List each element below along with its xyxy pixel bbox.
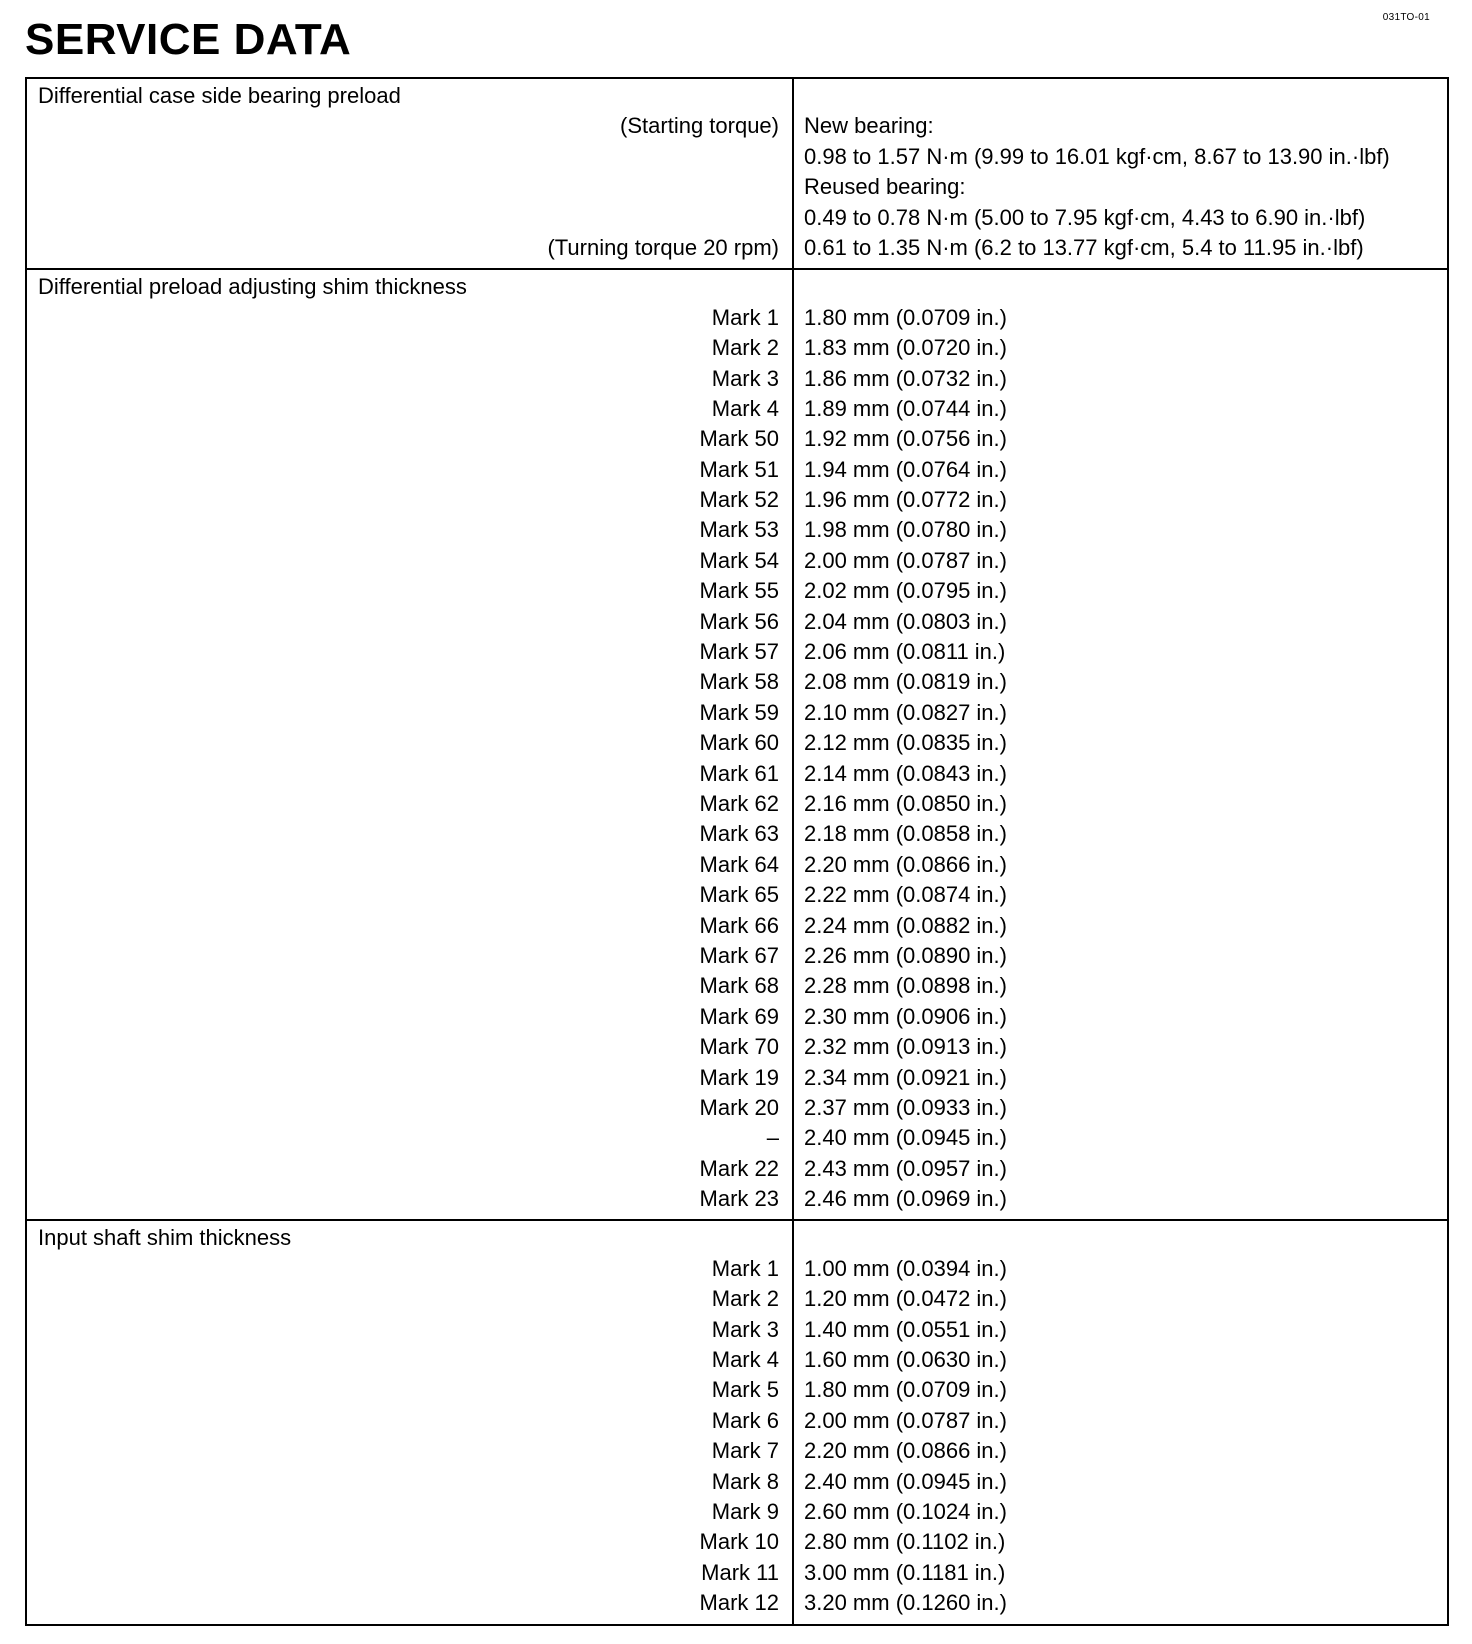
spec-value: 2.00 mm (0.0787 in.) [804,547,1007,573]
spec-value: 2.32 mm (0.0913 in.) [804,1034,1007,1060]
item-label: Mark 3 [711,365,779,391]
item-label: Mark 51 [699,456,779,482]
spec-value: 2.18 mm (0.0858 in.) [804,821,1007,847]
item-label: Mark 6 [711,1407,779,1433]
spacer [38,203,779,233]
spec-value: 2.30 mm (0.0906 in.) [804,1003,1007,1029]
spec-value: 1.40 mm (0.0551 in.) [804,1316,1007,1342]
spec-value: 2.46 mm (0.0969 in.) [804,1186,1007,1212]
item-label: Mark 8 [711,1468,779,1494]
section-heading: Differential preload adjusting shim thickness [38,274,467,300]
item-label: Mark 9 [711,1498,779,1524]
item-label: Mark 52 [699,487,779,513]
spec-value: 2.40 mm (0.0945 in.) [804,1468,1007,1494]
item-label: Mark 7 [711,1438,779,1464]
spec-value: 2.08 mm (0.0819 in.) [804,669,1007,695]
item-label: Mark 53 [699,517,779,543]
spec-value: 1.89 mm (0.0744 in.) [804,395,1007,421]
item-label: Mark 68 [699,973,779,999]
spec-value: 2.12 mm (0.0835 in.) [804,730,1007,756]
spec-value: 2.37 mm (0.0933 in.) [804,1094,1007,1120]
item-label: Mark 58 [699,669,779,695]
item-label: – [766,1125,779,1151]
spec-value: 2.20 mm (0.0866 in.) [804,1438,1007,1464]
spec-value: 2.24 mm (0.0882 in.) [804,912,1007,938]
spec-value: 0.49 to 0.78 N·m (5.00 to 7.95 kgf·cm, 4.43 to 6.90 in.·lbf) [804,204,1366,230]
spacer [804,1223,1437,1253]
spacer [38,142,779,172]
item-label-column [27,270,794,1219]
spec-value: 0.98 to 1.57 N·m (9.99 to 16.01 kgf·cm, 8.67 to 13.90 in.·lbf) [804,143,1390,169]
item-label: Mark 22 [699,1155,779,1181]
item-label: Mark 2 [711,335,779,361]
spec-value: 2.80 mm (0.1102 in.) [804,1529,1006,1555]
spacer [38,172,779,202]
item-label: Mark 60 [699,730,779,756]
spec-value: 2.28 mm (0.0898 in.) [804,973,1007,999]
document-code: 031TO-01 [1382,12,1430,23]
spec-value: 2.26 mm (0.0890 in.) [804,942,1007,968]
spec-value: 2.60 mm (0.1024 in.) [804,1498,1007,1524]
item-label: Mark 70 [699,1034,779,1060]
spec-value: 1.94 mm (0.0764 in.) [804,456,1007,482]
spec-value: 1.86 mm (0.0732 in.) [804,365,1007,391]
item-label: Mark 54 [699,547,779,573]
item-label: Mark 66 [699,912,779,938]
item-label: Mark 12 [699,1590,779,1616]
item-label: Mark 19 [699,1064,779,1090]
item-label: Mark 1 [711,304,779,330]
service-data-table [25,77,1449,1626]
spec-value: 1.00 mm (0.0394 in.) [804,1255,1007,1281]
spec-value: 2.14 mm (0.0843 in.) [804,760,1007,786]
spec-value: New bearing: [804,113,934,139]
spec-value: 2.22 mm (0.0874 in.) [804,882,1007,908]
spec-value: 3.20 mm (0.1260 in.) [804,1590,1007,1616]
spacer [804,272,1437,302]
spec-value: 1.92 mm (0.0756 in.) [804,426,1007,452]
item-label: Mark 55 [699,578,779,604]
spec-value: 2.04 mm (0.0803 in.) [804,608,1007,634]
item-label: Mark 63 [699,821,779,847]
item-label: Mark 20 [699,1094,779,1120]
spec-value: 2.10 mm (0.0827 in.) [804,699,1007,725]
page-title: SERVICE DATA [25,15,352,64]
spec-value: 1.98 mm (0.0780 in.) [804,517,1007,543]
item-label: Mark 11 [701,1559,779,1585]
spec-value-column [794,270,1447,1219]
spec-value: 3.00 mm (0.1181 in.) [804,1559,1006,1585]
section-heading: Input shaft shim thickness [38,1225,292,1251]
spec-value: 1.80 mm (0.0709 in.) [804,1377,1007,1403]
spec-value: 1.80 mm (0.0709 in.) [804,304,1007,330]
spec-value: 2.34 mm (0.0921 in.) [804,1064,1007,1090]
spec-value-column [794,79,1447,268]
spec-value: 0.61 to 1.35 N·m (6.2 to 13.77 kgf·cm, 5.4 to 11.95 in.·lbf) [804,234,1364,260]
section-heading: Differential case side bearing preload [38,83,401,108]
item-label: Mark 4 [711,395,779,421]
item-label: Mark 2 [711,1286,779,1312]
spec-value: 1.20 mm (0.0472 in.) [804,1286,1007,1312]
item-label: Mark 1 [711,1255,779,1281]
item-label: Mark 67 [699,942,779,968]
item-label: Mark 59 [699,699,779,725]
spec-value: 1.96 mm (0.0772 in.) [804,487,1007,513]
spec-value: 2.20 mm (0.0866 in.) [804,851,1007,877]
spec-section [27,1219,1447,1623]
item-label: Mark 10 [699,1529,779,1555]
spec-value: 2.40 mm (0.0945 in.) [804,1125,1007,1151]
spec-value: 2.00 mm (0.0787 in.) [804,1407,1007,1433]
spec-value: 2.16 mm (0.0850 in.) [804,790,1007,816]
item-label: Mark 56 [699,608,779,634]
item-label: Mark 62 [699,790,779,816]
item-label: Mark 23 [699,1186,779,1212]
item-label: (Turning torque 20 rpm) [547,234,779,260]
item-label-column [27,79,794,268]
item-label: Mark 3 [711,1316,779,1342]
item-label-column [27,1221,794,1623]
spec-section [27,268,1447,1219]
spec-value-column [794,1221,1447,1623]
spec-value: 2.43 mm (0.0957 in.) [804,1155,1007,1181]
spec-value: Reused bearing: [804,174,966,200]
item-label: Mark 50 [699,426,779,452]
item-label: Mark 4 [711,1347,779,1373]
spec-section [27,79,1447,268]
spec-value: 2.06 mm (0.0811 in.) [804,639,1006,665]
spacer [804,81,1437,111]
item-label: Mark 5 [711,1377,779,1403]
item-label: Mark 61 [699,760,779,786]
spec-value: 1.60 mm (0.0630 in.) [804,1347,1007,1373]
item-label: Mark 65 [699,882,779,908]
item-label: Mark 64 [699,851,779,877]
spec-value: 2.02 mm (0.0795 in.) [804,578,1007,604]
item-label: Mark 57 [699,639,779,665]
spec-value: 1.83 mm (0.0720 in.) [804,335,1007,361]
item-label: (Starting torque) [620,113,779,139]
item-label: Mark 69 [699,1003,779,1029]
